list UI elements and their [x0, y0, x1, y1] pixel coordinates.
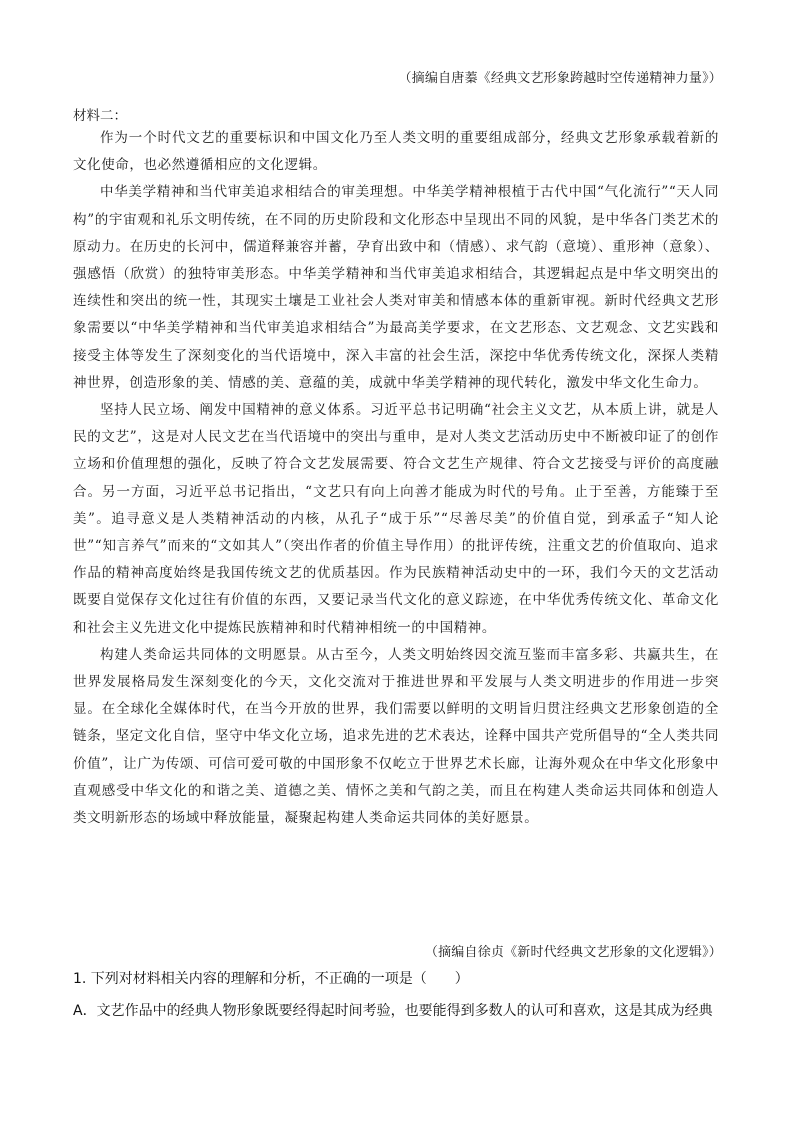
option-a: A．文艺作品中的经典人物形象既要经得起时间考验，也要能得到多数人的认可和喜欢，这是其成为经典	[73, 1003, 713, 1019]
question-1: 1. 下列对材料相关内容的理解和分析，不正确的一项是（ ）	[73, 971, 469, 987]
source-citation-bottom: （摘编自徐贞《新时代经典文艺形象的文化逻辑》）	[424, 945, 722, 960]
paragraph-aesthetics: 中华美学精神和当代审美追求相结合的审美理想。中华美学精神根植于古代中国“气化流行”“天人同构”的宇宙观和礼乐文明传统，在不同的历史阶段和文化形态中呈现出不同的风貌，是中华各门类艺术的原动力。在历史的长河中，儒道释兼容并蓄，孕育出致中和（情感）、求气韵（意境）、重形神（意象）、强感悟（欣赏）的独特审美形态。中华美学精神和当代审美追求相结合，其逻辑起点是中华文明突出的连续性和突出的统一性，其现实土壤是工业社会人类对审美和情感本体的重新审视。新时代经典文艺形象需要以“中华美学精神和当代审美追求相结合”为最高美学要求，在文艺形态、文艺观念、文艺实践和接受主体等发生了深刻变化的当代语境中，深入丰富的社会生活，深挖中华优秀传统文化，深探人类精神世界，创造形象的美、情感的美、意蕴的美，成就中华美学精神的现代转化，激发中华文化生命力。	[73, 184, 719, 391]
material-two-body	[73, 125, 719, 832]
paragraph-intro: 作为一个时代文艺的重要标识和中国文化乃至人类文明的重要组成部分，经典文艺形象承载着新的文化使命，也必然遵循相应的文化逻辑。	[73, 130, 719, 174]
paragraph-people-stance: 坚持人民立场、阐发中国精神的意义体系。习近平总书记明确“社会主义文艺，从本质上讲，就是人民的文艺”，这是对人民文艺在当代语境中的突出与重申，是对人类文艺活动历史中不断被印证了的创作立场和价值理想的强化，反映了符合文艺发展需要、符合文艺生产规律、符合文艺接受与评价的高度融合。另一方面，习近平总书记指出，“文艺只有向上向善才能成为时代的号角。止于至善，方能臻于至美”。追寻意义是人类精神活动的内核，从孔子“成于乐”“尽善尽美”的价值自觉，到承孟子“知人论世”“知言养气”而来的“文如其人”（突出作者的价值主导作用）的批评传统，注重文艺的价值取向、追求作品的精神高度始终是我国传统文艺的优质基因。作为民族精神活动史中的一环，我们今天的文艺活动既要自觉保存文化过往有价值的东西，又要记录当代文化的意义踪迹，在中华优秀传统文化、革命文化和社会主义先进文化中提炼民族精神和时代精神相统一的中国精神。	[73, 402, 719, 636]
paragraph-shared-future: 构建人类命运共同体的文明愿景。从古至今，人类文明始终因交流互鉴而丰富多彩、共赢共生，在世界发展格局发生深刻变化的今天，文化交流对于推进世界和平发展与人类文明进步的作用进一步突显。在全球化全媒体时代，在当今开放的世界，我们需要以鲜明的文明旨归贯注经典文艺形象创造的全链条，坚定文化自信，坚守中华文化立场，追求先进的艺术表达，诠释中国共产党所倡导的“全人类共同价值”，让广为传颂、可信可爱可敬的中国形象不仅屹立于世界艺术长廊，让海外观众在中华文化形象中直观感受中华文化的和谐之美、道德之美、情怀之美和气韵之美，而且在构建人类命运共同体和创造人类文明新形态的场域中释放能量，凝聚起构建人类命运共同体的美好愿景。	[73, 646, 719, 827]
material-label: 材料二：	[73, 108, 127, 124]
source-citation-top: （摘编自唐蓁《经典文艺形象跨越时空传递精神力量》）	[398, 71, 722, 86]
